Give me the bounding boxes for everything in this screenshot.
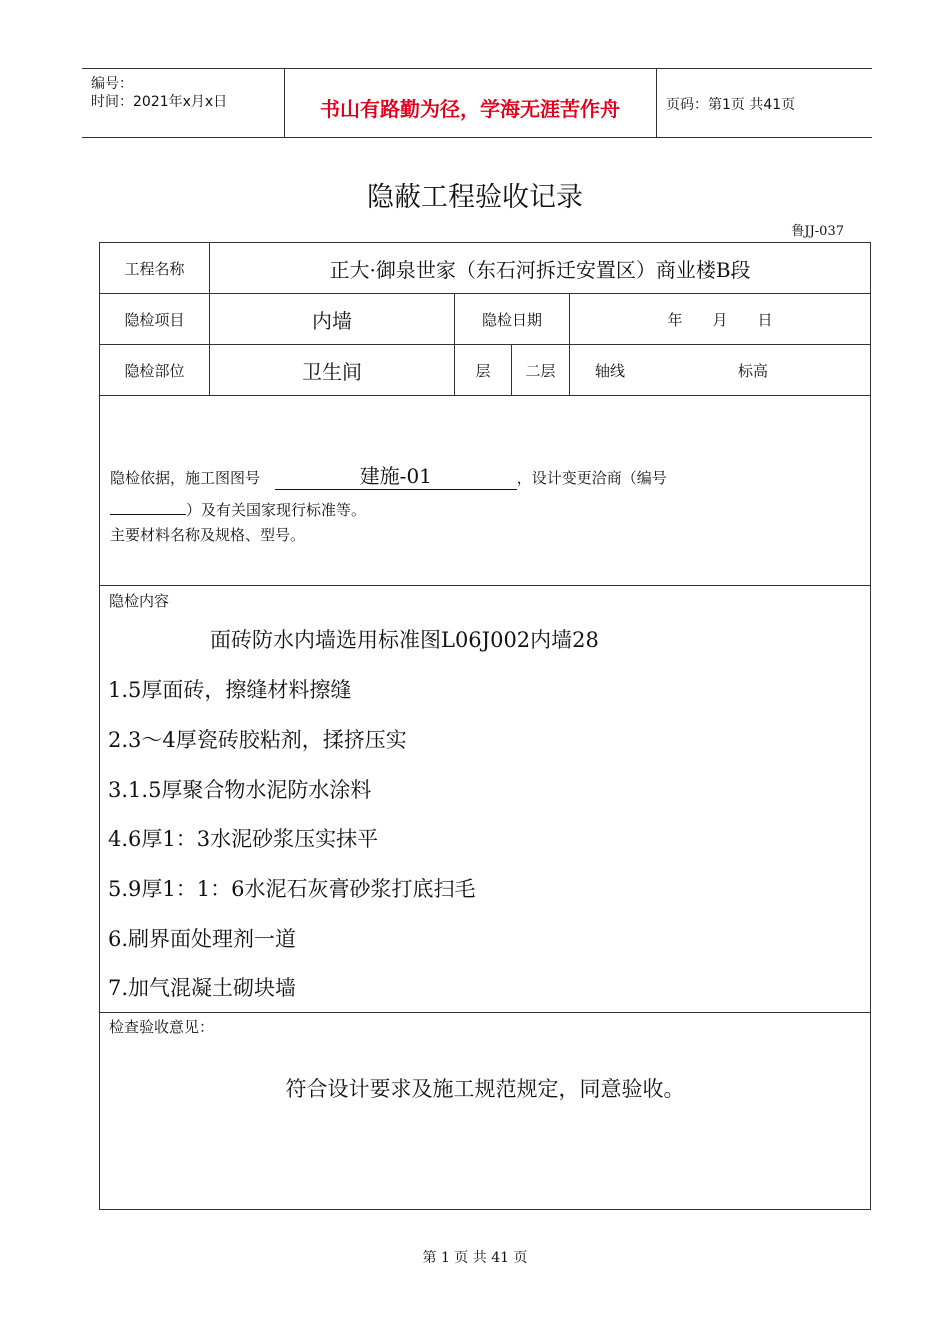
inspection-content-label: 隐检内容 [109, 592, 170, 610]
project-name-value: 正大·御泉世家（东石河拆迁安置区）商业楼B段 [329, 257, 751, 282]
header-page-info: 页码：第1页 共41页 [666, 97, 796, 113]
inspection-date-label: 隐检日期 [455, 294, 570, 344]
content-line: 6.刷界面处理剂一道 [108, 927, 297, 951]
axis-label: 轴线 [595, 361, 626, 380]
inspection-location-row [100, 345, 870, 396]
basis-line-2 [110, 499, 366, 520]
project-name-label: 工程名称 [100, 243, 210, 293]
inspection-location-label: 隐检部位 [100, 345, 210, 395]
content-line: 7.加气混凝土砌块墙 [108, 976, 297, 1000]
opinion-label: 检查验收意见： [109, 1018, 215, 1036]
content-line: 3.1.5厚聚合物水泥防水涂料 [108, 778, 372, 802]
opinion-text: 符合设计要求及施工规范规定，同意验收。 [285, 1077, 685, 1101]
page-footer: 第 1 页 共 41 页 [422, 1250, 528, 1266]
basis-suffix: ，设计变更洽商（编号 [516, 469, 667, 487]
document-code: 鲁JJ-037 [791, 224, 844, 239]
basis-prefix: 隐检依据，施工图图号 [110, 469, 261, 487]
page-header [82, 68, 872, 138]
inspection-item-label: 隐检项目 [100, 294, 210, 344]
floor-label: 层 [455, 345, 512, 395]
inspection-record-table [99, 242, 871, 1210]
document-title: 隐蔽工程验收记录 [367, 182, 583, 213]
header-motto-cell [284, 69, 657, 137]
inspection-item-value: 内墙 [210, 294, 455, 344]
document-time: 时间：2021年x月x日 [91, 94, 228, 110]
materials-note: 主要材料名称及规格、型号。 [110, 526, 306, 544]
floor-value: 二层 [512, 345, 570, 395]
inspection-date-value: 年 月 日 [667, 310, 773, 329]
motto: 书山有路勤为径，学海无涯苦作舟 [320, 97, 620, 121]
basis-line-1 [110, 460, 667, 490]
drawing-number-field [275, 460, 517, 490]
inspection-content-row [100, 586, 870, 1013]
content-line: 5.9厚1：1：6水泥石灰膏砂浆打底扫毛 [108, 877, 476, 901]
inspection-item-row [100, 294, 870, 345]
project-name-row [100, 243, 870, 294]
elevation-label: 标高 [738, 361, 769, 380]
header-meta-cell [82, 69, 285, 137]
content-line: 1.5厚面砖，擦缝材料擦缝 [108, 678, 352, 702]
axis-elevation-cell [570, 345, 870, 395]
change-number-blank [110, 500, 186, 515]
drawing-number: 建施-01 [359, 464, 432, 488]
document-number-label: 编号： [91, 76, 133, 92]
inspection-location-value: 卫生间 [210, 345, 455, 395]
content-line: 4.6厚1：3水泥砂浆压实抹平 [108, 827, 379, 851]
inspection-basis-row [100, 396, 870, 586]
basis-standards: ）及有关国家现行标准等。 [186, 501, 367, 519]
content-line: 2.3～4厚瓷砖胶粘剂，揉挤压实 [108, 728, 407, 752]
header-page-cell [656, 69, 872, 137]
content-line: 面砖防水内墙选用标准图L06J002内墙28 [210, 628, 599, 652]
inspection-opinion-row [100, 1013, 870, 1209]
